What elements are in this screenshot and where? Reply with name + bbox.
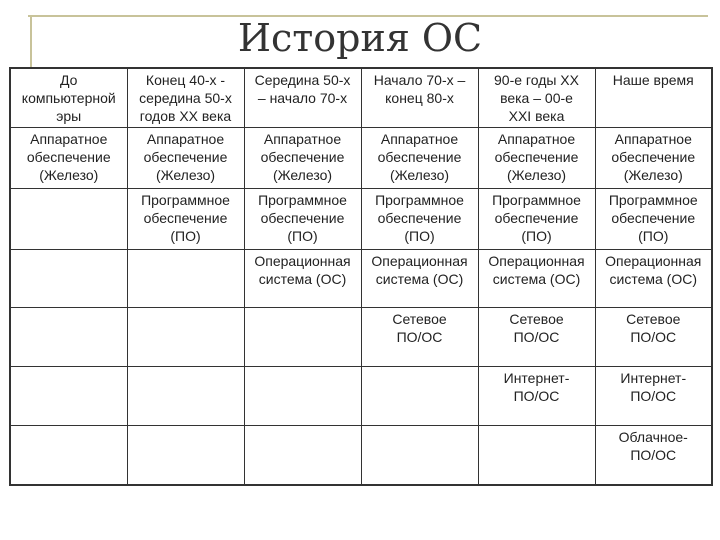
table-cell xyxy=(244,366,361,425)
table-row xyxy=(10,366,712,425)
table-row xyxy=(10,307,712,366)
header-cell: Наше время xyxy=(595,68,712,127)
table-cell: Программное обеспечение (ПО) xyxy=(595,188,712,249)
table-cell: Аппаратное обеспечение (Железо) xyxy=(361,127,478,188)
table-cell: Операционная система (ОС) xyxy=(244,249,361,307)
table-cell xyxy=(127,425,244,485)
header-row xyxy=(10,68,712,127)
table-cell xyxy=(10,307,127,366)
table-cell: Операционная система (ОС) xyxy=(595,249,712,307)
os-history-table xyxy=(9,67,713,486)
table-cell: Облачное- ПО/ОС xyxy=(595,425,712,485)
table-cell: Операционная система (ОС) xyxy=(361,249,478,307)
header-cell: Конец 40-х - середина 50-х годов ХХ века xyxy=(127,68,244,127)
table-cell: Операционная система (ОС) xyxy=(478,249,595,307)
table-cell xyxy=(478,425,595,485)
table-cell: Интернет- ПО/ОС xyxy=(595,366,712,425)
slide-title: История ОС xyxy=(237,16,483,60)
table-cell: Программное обеспечение (ПО) xyxy=(361,188,478,249)
table-cell: Аппаратное обеспечение (Железо) xyxy=(127,127,244,188)
table-cell: Программное обеспечение (ПО) xyxy=(244,188,361,249)
table-cell xyxy=(10,249,127,307)
table-cell: Аппаратное обеспечение (Железо) xyxy=(478,127,595,188)
table-row xyxy=(10,425,712,485)
table-cell xyxy=(10,188,127,249)
table-cell xyxy=(361,366,478,425)
table-row xyxy=(10,188,712,249)
table-cell xyxy=(361,425,478,485)
table-cell xyxy=(10,366,127,425)
header-cell: Начало 70-х – конец 80-х xyxy=(361,68,478,127)
table-row xyxy=(10,127,712,188)
table-cell: Программное обеспечение (ПО) xyxy=(127,188,244,249)
table-cell: Программное обеспечение (ПО) xyxy=(478,188,595,249)
table-cell: Сетевое ПО/ОС xyxy=(361,307,478,366)
table-cell: Сетевое ПО/ОС xyxy=(478,307,595,366)
table-cell: Сетевое ПО/ОС xyxy=(595,307,712,366)
table-cell xyxy=(244,307,361,366)
table-cell: Аппаратное обеспечение (Железо) xyxy=(595,127,712,188)
header-cell: Середина 50-х – начало 70-х xyxy=(244,68,361,127)
table-cell: Интернет- ПО/ОС xyxy=(478,366,595,425)
table-cell xyxy=(10,425,127,485)
table-cell: Аппаратное обеспечение (Железо) xyxy=(244,127,361,188)
table-row xyxy=(10,249,712,307)
header-cell: 90-е годы ХХ века – 00-е XXI века xyxy=(478,68,595,127)
table-cell xyxy=(127,249,244,307)
table-cell: Аппаратное обеспечение (Железо) xyxy=(10,127,127,188)
table-cell xyxy=(244,425,361,485)
table-cell xyxy=(127,366,244,425)
table-cell xyxy=(127,307,244,366)
header-cell: До компьютерной эры xyxy=(10,68,127,127)
